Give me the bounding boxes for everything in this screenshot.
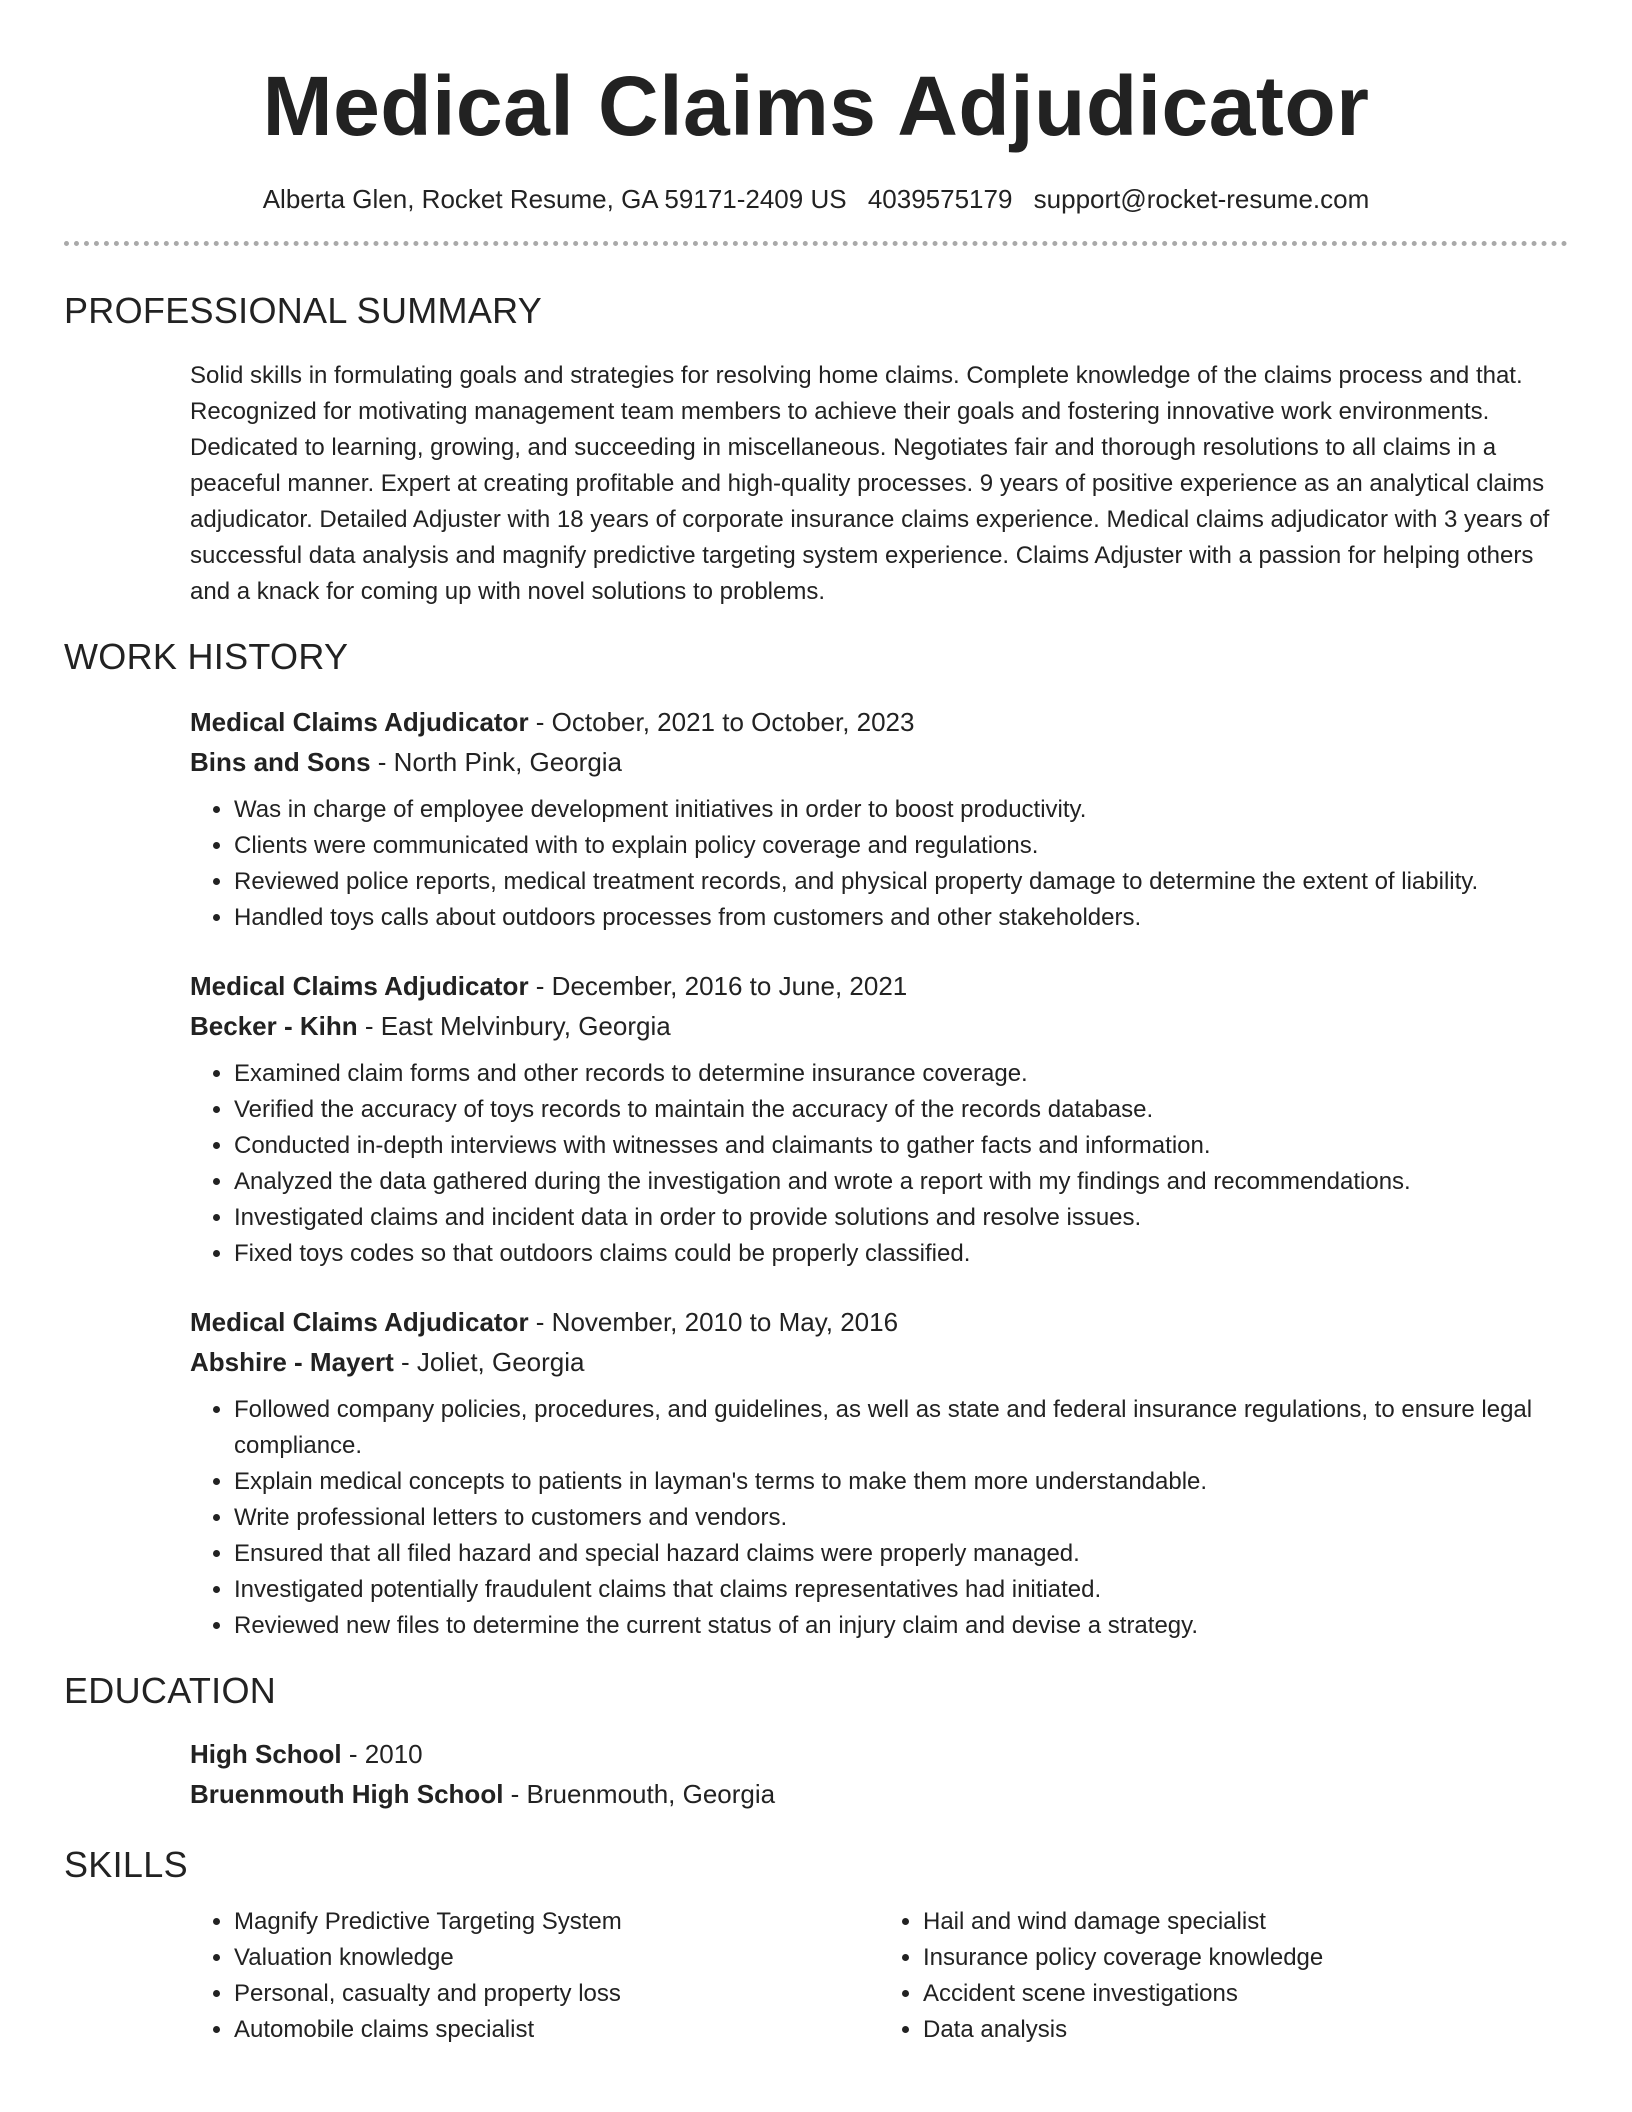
skills-heading: SKILLS	[64, 1844, 188, 1885]
skills-column-left	[190, 1904, 879, 2048]
skills-column-right	[879, 1904, 1568, 2048]
summary-section	[190, 358, 1568, 610]
job-entry	[190, 966, 1568, 1272]
header-divider	[64, 241, 1568, 246]
list-item: • Reviewed new files to determine the current status of an injury claim and devise a strategy.	[234, 1608, 1568, 1644]
education-heading: EDUCATION	[64, 1670, 277, 1711]
job-location: - East Melvinbury, Georgia	[357, 1011, 671, 1041]
job-location: - Joliet, Georgia	[393, 1347, 585, 1377]
skill-item: • Automobile claims specialist	[234, 2012, 879, 2048]
job-company: Becker - Kihn	[190, 1011, 358, 1041]
contact-phone: 4039575179	[867, 184, 1013, 214]
job-dates: - October, 2021 to October, 2023	[528, 707, 915, 737]
skills-list	[190, 1904, 1568, 2048]
education-school-line	[190, 1774, 1568, 1814]
education-location: - Bruenmouth, Georgia	[503, 1779, 776, 1809]
summary-text: Solid skills in formulating goals and strategies for resolving home claims. Complete knowledge of the claims process and that. Recognized for motivating management team members to achieve their goals and fostering innovative work environments. Dedicated to learning, growing, and succeeding in miscellaneous. Negotiates fair and thorough resolutions to all claims in a peaceful manner. Expert at creating profitable and high-quality processes. 9 years of positive experience as an analytical claims adjudicator. Detailed Adjuster with 18 years of corporate insurance claims experience. Medical claims adjudicator with 3 years of successful data analysis and magnify predictive targeting system experience. Claims Adjuster with a passion for helping others and a knack for coming up with novel solutions to problems.	[190, 362, 1550, 605]
list-item: • Was in charge of employee development initiatives in order to boost productivity.	[234, 792, 1568, 828]
job-role: Medical Claims Adjudicator	[190, 707, 529, 737]
list-item: • Followed company policies, procedures, and guidelines, as well as state and federal insurance regulations, to ensure legal compliance.	[234, 1392, 1568, 1464]
page-title: Medical Claims Adjudicator	[262, 59, 1370, 153]
job-bullets	[190, 1392, 1568, 1644]
contact-email: support@rocket-resume.com	[1033, 184, 1370, 214]
list-item: • Conducted in-depth interviews with witnesses and claimants to gather facts and information.	[234, 1128, 1568, 1164]
list-item: • Explain medical concepts to patients in layman's terms to make them more understandable.	[234, 1464, 1568, 1500]
job-entry	[190, 1302, 1568, 1644]
skill-item: • Insurance policy coverage knowledge	[923, 1940, 1568, 1976]
summary-heading: PROFESSIONAL SUMMARY	[64, 290, 543, 331]
skill-item: • Magnify Predictive Targeting System	[234, 1904, 879, 1940]
job-entry	[190, 702, 1568, 936]
job-company-line	[190, 1342, 1568, 1382]
list-item: • Fixed toys codes so that outdoors claims could be properly classified.	[234, 1236, 1568, 1272]
job-title-line	[190, 702, 1568, 742]
education-school: Bruenmouth High School	[190, 1779, 504, 1809]
list-item: • Ensured that all filed hazard and special hazard claims were properly managed.	[234, 1536, 1568, 1572]
list-item: • Handled toys calls about outdoors processes from customers and other stakeholders.	[234, 900, 1568, 936]
education-entry	[190, 1734, 1568, 1814]
job-company: Abshire - Mayert	[190, 1347, 394, 1377]
job-company-line	[190, 742, 1568, 782]
skill-item: • Data analysis	[923, 2012, 1568, 2048]
list-item: • Examined claim forms and other records to determine insurance coverage.	[234, 1056, 1568, 1092]
contact-line	[64, 184, 1568, 215]
list-item: • Investigated claims and incident data in order to provide solutions and resolve issues.	[234, 1200, 1568, 1236]
skill-item: • Personal, casualty and property loss	[234, 1976, 879, 2012]
list-item: • Write professional letters to customers and vendors.	[234, 1500, 1568, 1536]
job-dates: - December, 2016 to June, 2021	[528, 971, 908, 1001]
job-company-line	[190, 1006, 1568, 1046]
education-degree-line	[190, 1734, 1568, 1774]
contact-address: Alberta Glen, Rocket Resume, GA 59171-2409 US	[262, 184, 847, 214]
job-bullets	[190, 1056, 1568, 1272]
education-degree: High School	[190, 1739, 342, 1769]
job-location: - North Pink, Georgia	[370, 747, 623, 777]
education-year: - 2010	[341, 1739, 423, 1769]
job-company: Bins and Sons	[190, 747, 371, 777]
skill-item: • Accident scene investigations	[923, 1976, 1568, 2012]
skill-item: • Hail and wind damage specialist	[923, 1904, 1568, 1940]
list-item: • Analyzed the data gathered during the investigation and wrote a report with my findings and recommendations.	[234, 1164, 1568, 1200]
list-item: • Verified the accuracy of toys records to maintain the accuracy of the records database.	[234, 1092, 1568, 1128]
job-title-line	[190, 966, 1568, 1006]
job-title-line	[190, 1302, 1568, 1342]
list-item: • Clients were communicated with to explain policy coverage and regulations.	[234, 828, 1568, 864]
job-bullets	[190, 792, 1568, 936]
list-item: • Investigated potentially fraudulent claims that claims representatives had initiated.	[234, 1572, 1568, 1608]
job-role: Medical Claims Adjudicator	[190, 1307, 529, 1337]
job-role: Medical Claims Adjudicator	[190, 971, 529, 1001]
list-item: • Reviewed police reports, medical treatment records, and physical property damage to determine the extent of liability.	[234, 864, 1568, 900]
job-dates: - November, 2010 to May, 2016	[528, 1307, 899, 1337]
skill-item: • Valuation knowledge	[234, 1940, 879, 1976]
work-history-heading: WORK HISTORY	[64, 636, 349, 677]
